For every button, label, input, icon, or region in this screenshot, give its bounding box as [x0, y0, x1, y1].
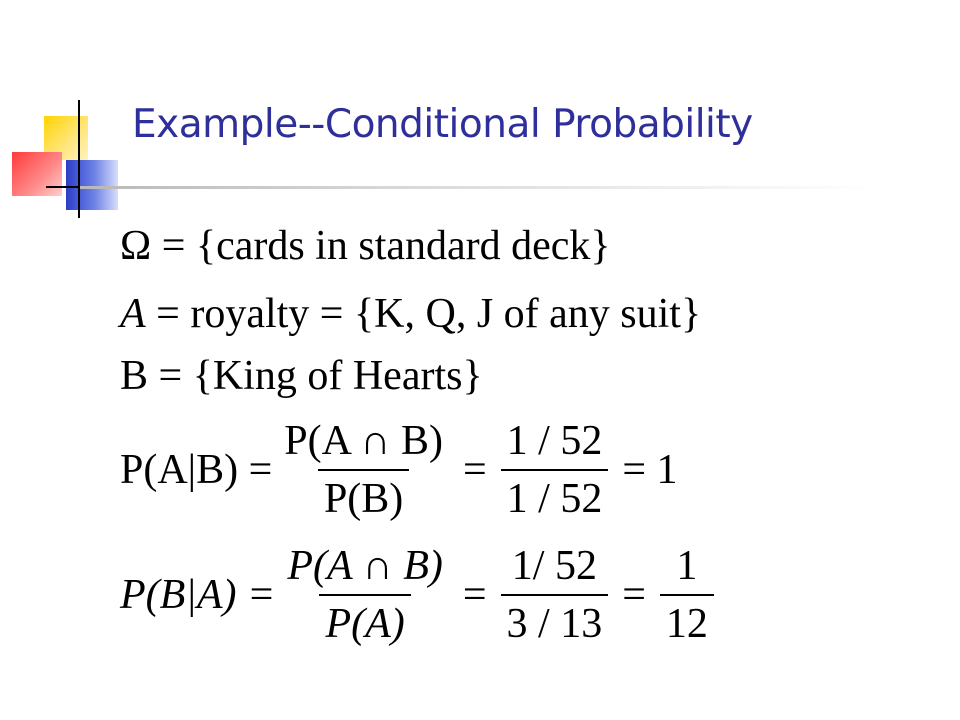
omega-symbol: Ω — [120, 223, 152, 269]
eq2-frac1-numerator: P(A ∩ B) — [287, 543, 443, 589]
eq2-fraction-1 — [281, 542, 449, 648]
event-a-set: = royalty = {K, Q, J of any suit} — [156, 291, 702, 337]
eq1-result: = 1 — [622, 447, 678, 493]
event-a-definition — [120, 290, 701, 338]
eq1-fraction-2 — [501, 417, 609, 523]
event-b-definition: B = {King of Hearts} — [120, 353, 483, 399]
eq2-frac3-numerator: 1 — [676, 543, 698, 589]
eq2-equals-1: = — [462, 572, 487, 618]
equation-p-b-given-a — [120, 540, 720, 650]
eq2-equals-2: = — [622, 572, 646, 618]
vertical-rule-decoration — [78, 100, 80, 218]
equation-p-a-given-b — [120, 420, 686, 520]
eq1-frac1-denominator: P(B) — [318, 469, 409, 523]
omega-definition — [120, 222, 611, 270]
eq1-frac2-denominator: 1 / 52 — [501, 469, 609, 523]
eq1-fraction-1 — [278, 417, 449, 523]
event-a-symbol: A — [120, 291, 146, 337]
horizontal-rule-decoration — [46, 186, 82, 188]
eq2-fraction-3 — [660, 542, 714, 648]
eq2-frac3-denominator: 12 — [660, 594, 714, 648]
omega-set: = {cards in standard deck} — [161, 223, 611, 269]
title-underline — [80, 186, 880, 189]
eq1-frac2-numerator: 1 / 52 — [506, 418, 603, 464]
red-square-decoration — [12, 152, 62, 196]
eq2-frac2-numerator: 1/ 52 — [511, 543, 597, 589]
slide-title: Example--Conditional Probability — [132, 102, 753, 147]
eq1-equals: = — [462, 447, 487, 493]
blue-square-decoration — [66, 160, 118, 210]
eq2-frac2-denominator: 3 / 13 — [501, 594, 609, 648]
eq2-frac1-denominator: P(A) — [319, 594, 410, 648]
eq2-lhs: P(B|A) = — [120, 572, 276, 618]
eq2-fraction-2 — [501, 542, 609, 648]
eq1-frac1-numerator: P(A ∩ B) — [284, 418, 443, 464]
eq1-lhs: P(A|B) = — [120, 447, 273, 493]
